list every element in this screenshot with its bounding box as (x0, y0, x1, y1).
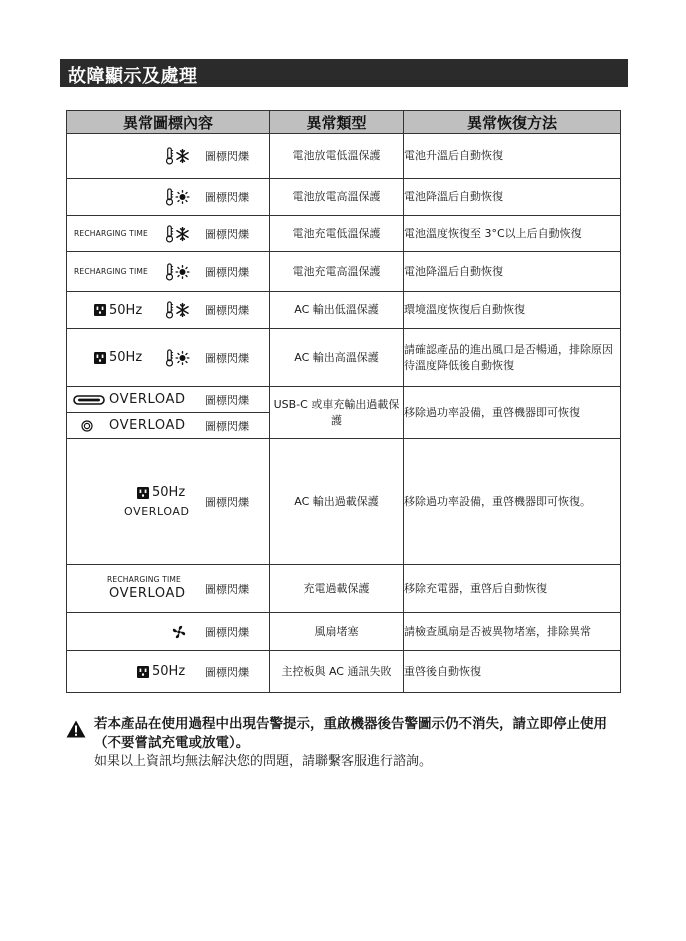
ac-outlet-icon (137, 666, 149, 678)
recharging-time-label: RECHARGING TIME (74, 267, 149, 276)
fault-type: 電池充電高溫保護 (270, 252, 404, 292)
overload-label: OVERLOAD (109, 392, 186, 407)
fault-type: 電池充電低溫保護 (270, 216, 404, 252)
table-row (67, 439, 621, 565)
fault-type: USB-C 或車充輸出過載保護 (270, 387, 404, 439)
flash-label: 圖標閃爍 (205, 265, 249, 279)
sun-icon (175, 190, 190, 205)
car-port-icon (81, 420, 93, 432)
table-row (67, 387, 621, 439)
hz-label: 50Hz (109, 350, 143, 365)
sun-icon (175, 350, 190, 365)
flash-label: 圖標閃爍 (205, 625, 249, 639)
icon-cell (67, 651, 270, 693)
recovery-method: 電池降溫后自動恢復 (404, 252, 621, 292)
ac-outlet-icon (94, 352, 106, 364)
overload-label: OVERLOAD (109, 586, 186, 601)
fault-type: 主控板與 AC 通訊失敗 (270, 651, 404, 693)
recovery-method: 請檢查風扇是否被異物堵塞，排除異常 (404, 613, 621, 651)
recharging-time-label: RECHARGING TIME (74, 229, 149, 238)
header-icon-content: 異常圖標內容 (67, 111, 270, 134)
thermometer-icon (165, 349, 174, 367)
fault-type: AC 輸出高溫保護 (270, 329, 404, 387)
fault-type: 充電過載保護 (270, 565, 404, 613)
snowflake-icon (175, 149, 190, 164)
table-row (67, 216, 621, 252)
thermometer-icon (165, 188, 174, 206)
recovery-method: 移除過功率設備，重啓機器即可恢復 (404, 387, 621, 439)
table-row (67, 292, 621, 329)
table-row (67, 179, 621, 216)
table-row (67, 613, 621, 651)
recovery-method: 移除過功率設備，重啓機器即可恢復。 (404, 439, 621, 565)
table-row (67, 651, 621, 693)
flash-label: 圖標閃爍 (205, 191, 249, 204)
hz-label: 50Hz (109, 303, 143, 318)
table-header-row (67, 111, 621, 134)
hz-label: 50Hz (152, 485, 186, 500)
icon-cell (67, 565, 270, 613)
recovery-method: 電池升溫后自動恢復 (404, 134, 621, 179)
fault-type: AC 輸出低溫保護 (270, 292, 404, 329)
flash-label: 圖標閃爍 (205, 420, 249, 433)
recovery-method: 移除充電器，重啓后自動恢復 (404, 565, 621, 613)
thermometer-icon (165, 147, 174, 165)
header-fault-type: 異常類型 (270, 111, 404, 134)
flash-label: 圖標閃爍 (205, 351, 249, 365)
hz-label: 50Hz (152, 664, 186, 679)
recovery-method: 電池溫度恢復至 3°C以上后自動恢復 (404, 216, 621, 252)
usb-c-overload-subrow (67, 387, 269, 413)
thermometer-icon (165, 263, 174, 281)
warning-triangle-icon (66, 720, 86, 738)
icon-cell (67, 439, 270, 565)
flash-label: 圖標閃爍 (205, 495, 249, 509)
flash-label: 圖標閃爍 (205, 582, 249, 596)
flash-label: 圖標閃爍 (205, 394, 249, 407)
icon-cell (67, 252, 270, 292)
icon-cell (67, 387, 270, 439)
car-port-overload-subrow (67, 413, 269, 439)
flash-label: 圖標閃爍 (205, 304, 249, 317)
ac-outlet-icon (94, 304, 106, 316)
warning-sub-text: 如果以上資訊均無法解決您的問題，請聯繫客服進行諮詢。 (94, 754, 433, 769)
fault-table (66, 110, 621, 693)
overload-label: OVERLOAD (124, 505, 190, 518)
snowflake-icon (175, 226, 190, 241)
fault-type: 電池放電低溫保護 (270, 134, 404, 179)
warning-main-text: 若本產品在使用過程中出現告警提示，重啟機器後告警圖示仍不消失，請立即停止使用（不要嘗試充電或放電）。 (94, 716, 607, 751)
snowflake-icon (175, 303, 190, 318)
section-title-bar (60, 59, 628, 87)
flash-label: 圖標閃爍 (205, 150, 249, 163)
fault-type: 電池放電高溫保護 (270, 179, 404, 216)
thermometer-icon (165, 301, 174, 319)
recovery-method: 請確認產品的進出風口是否暢通，排除原因待溫度降低後自動恢復 (404, 329, 621, 387)
ac-outlet-icon (137, 487, 149, 499)
recharging-time-label: RECHARGING TIME (107, 575, 182, 584)
icon-cell (67, 329, 270, 387)
header-recovery-method: 異常恢復方法 (404, 111, 621, 134)
fan-icon (171, 624, 187, 640)
sun-icon (175, 264, 190, 279)
usb-c-port-icon (73, 395, 105, 405)
recovery-method: 環境溫度恢復后自動恢復 (404, 292, 621, 329)
thermometer-icon (165, 225, 174, 243)
icon-cell (67, 292, 270, 329)
fault-type: 風扇堵塞 (270, 613, 404, 651)
flash-label: 圖標閃爍 (205, 665, 249, 679)
fault-type: AC 輸出過載保護 (270, 439, 404, 565)
table-row (67, 134, 621, 179)
section-title: 故障顯示及處理 (68, 66, 198, 87)
recovery-method: 重啓後自動恢復 (404, 651, 621, 693)
table-row (67, 565, 621, 613)
table-row (67, 252, 621, 292)
overload-label: OVERLOAD (109, 418, 186, 433)
icon-cell (67, 613, 270, 651)
icon-cell (67, 179, 270, 216)
flash-label: 圖標閃爍 (205, 227, 249, 241)
table-row (67, 329, 621, 387)
icon-cell (67, 134, 270, 179)
icon-cell (67, 216, 270, 252)
recovery-method: 電池降溫后自動恢復 (404, 179, 621, 216)
